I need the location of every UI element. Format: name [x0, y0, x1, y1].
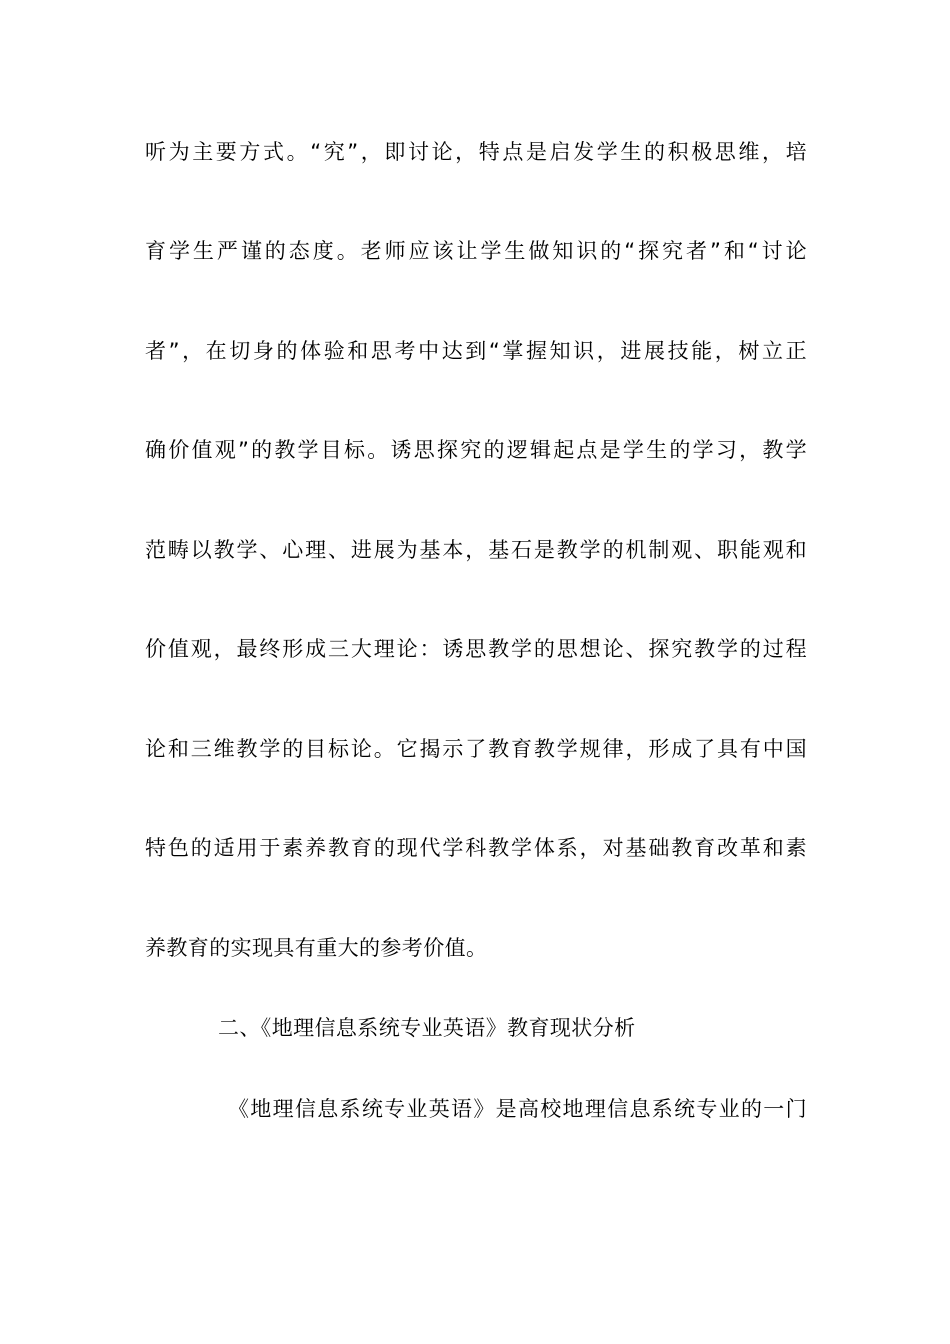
body-line-1: 听为主要方式。“究”，即讨论，特点是启发学生的积极思维，培 [145, 140, 807, 164]
body-line-8: 特色的适用于素养教育的现代学科教学体系，对基础教育改革和素 [145, 836, 807, 860]
next-paragraph-first-line: 《地理信息系统专业英语》是高校地理信息系统专业的一门 [228, 1097, 807, 1121]
body-line-6: 价值观，最终形成三大理论：诱思教学的思想论、探究教学的过程 [145, 637, 807, 661]
body-line-3: 者”，在切身的体验和思考中达到“掌握知识，进展技能，树立正 [145, 339, 807, 363]
body-line-4: 确价值观”的教学目标。诱思探究的逻辑起点是学生的学习，教学 [145, 438, 807, 462]
body-line-5: 范畴以教学、心理、进展为基本，基石是教学的机制观、职能观和 [145, 538, 807, 562]
body-line-9: 养教育的实现具有重大的参考价值。 [145, 936, 488, 960]
body-line-7: 论和三维教学的目标论。它揭示了教育教学规律，形成了具有中国 [145, 737, 807, 761]
section-heading: 二、《地理信息系统专业英语》教育现状分析 [218, 1016, 636, 1040]
body-line-2: 育学生严谨的态度。老师应该让学生做知识的“探究者”和“讨论 [145, 239, 807, 263]
